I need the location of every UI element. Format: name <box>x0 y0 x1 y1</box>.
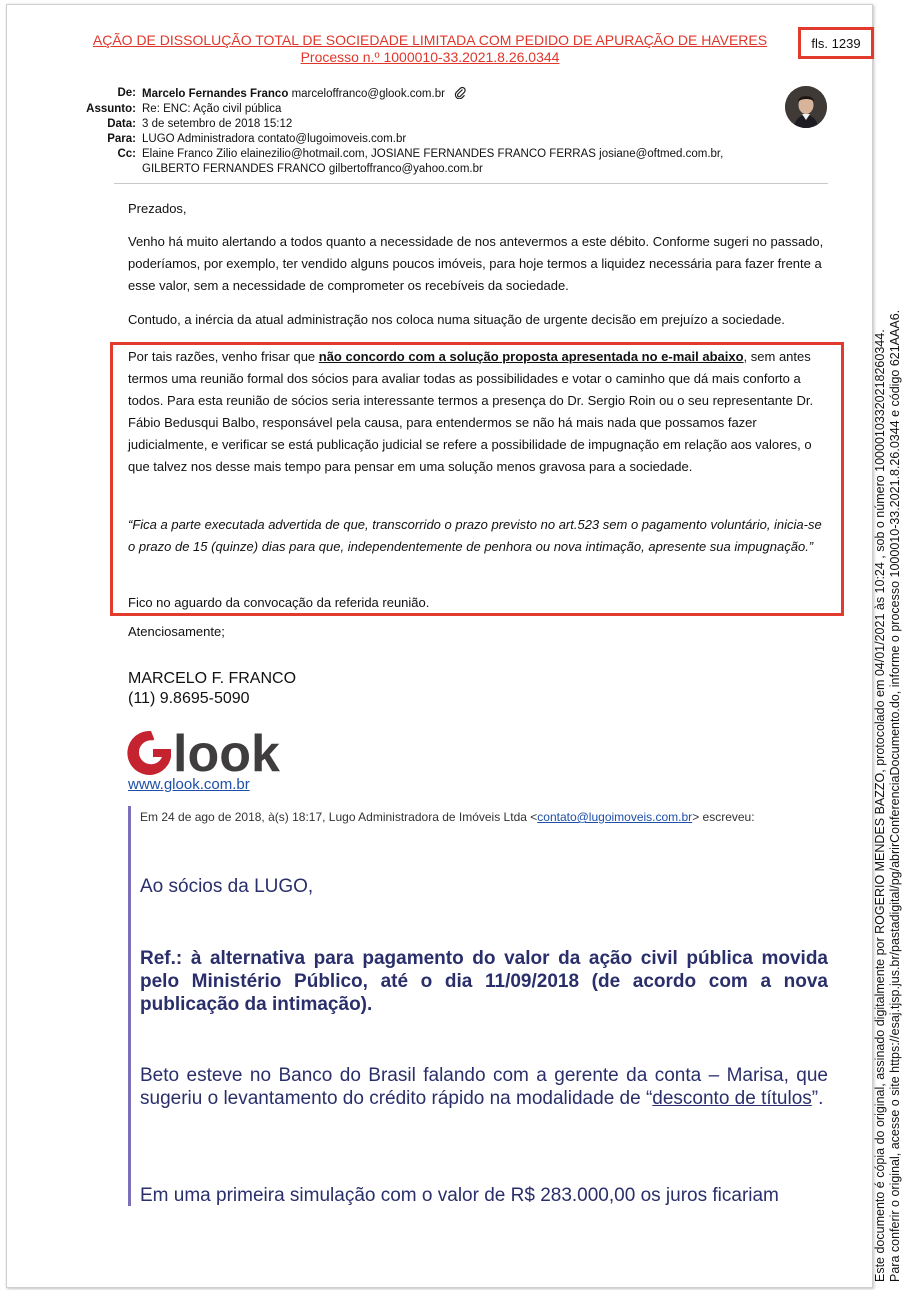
to-name: LUGO Administradora <box>142 133 255 145</box>
to-email: contato@lugoimoveis.com.br <box>257 133 407 145</box>
cc-1-email: elainezilio@hotmail.com, <box>240 148 368 160</box>
stamp-line-2: Para conferir o original, acesse o site https://esaj.tjsp.jus.br/pastadigital/pg/abrirConferenciaDocumento.do, informe o processo 1000010-33.2021.8.26.0344 e código 621AAA6. <box>888 309 902 1282</box>
cc-2-email: josiane@oftmed.com.br, <box>599 148 724 160</box>
to-row <box>74 132 782 147</box>
page-number-box: fls. 1239 <box>798 27 874 59</box>
from-name: Marcelo Fernandes Franco <box>142 88 289 100</box>
quoted-paragraph-2: Em uma primeira simulação com o valor de R$ 283.000,00 os juros ficariam <box>140 1185 779 1206</box>
quoted-paragraph-1 <box>140 1064 828 1110</box>
quoted-intro-email-link[interactable]: contato@lugoimoveis.com.br <box>537 810 693 824</box>
quoted-p1-link[interactable]: desconto de títulos <box>652 1088 812 1109</box>
quoted-p1-end: ”. <box>811 1088 824 1109</box>
paragraph-2: Contudo, a inércia da atual administração nos coloca numa situação de urgente decisão em prejuízo a sociedade. <box>128 312 785 327</box>
from-email: marceloffranco@glook.com.br <box>291 88 445 100</box>
stamp-line-1: Este documento é cópia do original, assinado digitalmente por ROGERIO MENDES BAZZO, protocolado em 04/01/2021 às 10:24 , sob o número 10000103320218260344. <box>873 329 887 1282</box>
subject-value: Re: ENC: Ação civil pública <box>142 103 282 115</box>
cc-3-email: gilbertoffranco@yahoo.com.br <box>328 163 483 175</box>
date-row <box>74 117 782 132</box>
quoted-p1-text: Beto esteve no Banco do Brasil falando com a gerente da conta – Marisa, que sugeriu o levantamento do crédito rápido na modalidade de “ <box>140 1065 828 1109</box>
attachment-icon <box>454 86 466 99</box>
process-number: Processo n.º 1000010-33.2021.8.26.0344 <box>300 49 560 65</box>
to-label: Para: <box>107 133 136 145</box>
logo-wordmark: look <box>173 727 280 775</box>
paragraph-4: Fico no aguardo da convocação da referida reunião. <box>128 595 430 610</box>
document-header-title <box>60 32 800 66</box>
from-row <box>74 86 782 102</box>
subject-label: Assunto: <box>86 103 136 115</box>
quoted-greeting: Ao sócios da LUGO, <box>140 876 314 897</box>
glook-logo <box>127 727 287 775</box>
legal-quote: “Fica a parte executada advertida de que, transcorrido o prazo previsto no art.523 sem o pagamento voluntário, inicia-se o prazo de 15 (quinze) dias para que, independentemente de penhora ou nova intimação, apresente sua impugnação.” <box>128 517 822 554</box>
from-label: De: <box>117 87 136 99</box>
digital-signature-stamp <box>873 2 903 1282</box>
cc-2-name: JOSIANE FERNANDES FRANCO FERRAS <box>371 148 596 160</box>
date-value: 3 de setembro de 2018 15:12 <box>142 118 293 130</box>
greeting: Prezados, <box>128 201 187 216</box>
subject-row <box>74 102 782 117</box>
quoted-intro-text: Em 24 de ago de 2018, à(s) 18:17, Lugo Administradora de Imóveis Ltda < <box>140 810 538 824</box>
website-link[interactable]: www.glook.com.br <box>128 776 250 793</box>
paragraph-3 <box>128 346 828 478</box>
paragraph-1: Venho há muito alertando a todos quanto a necessidade de nos antevermos a este débito. Conforme sugeri no passado, poderíamos, por exemplo, ter vendido alguns poucos imóveis, para hoje termos a liquidez necessária para fazer frente a esse valor, sem a necessidade de comprometer os recebíveis da sociedade. <box>128 234 824 293</box>
cc-3-name: GILBERTO FERNANDES FRANCO <box>142 163 326 175</box>
glook-logo-icon <box>127 727 287 775</box>
avatar-photo-icon <box>785 86 827 128</box>
header-divider <box>114 183 828 184</box>
sender-avatar <box>785 86 827 128</box>
signature-phone: (11) 9.8695-5090 <box>128 690 250 707</box>
action-title: AÇÃO DE DISSOLUÇÃO TOTAL DE SOCIEDADE LIMITADA COM PEDIDO DE APURAÇÃO DE HAVERES <box>92 32 768 48</box>
paragraph-3-emphasis: não concordo com a solução proposta apresentada no e-mail abaixo <box>318 349 744 364</box>
quoted-message-bar <box>128 806 131 1206</box>
paragraph-3-start: Por tais razões, venho frisar que <box>128 349 319 364</box>
quoted-reference: Ref.: à alternativa para pagamento do valor da ação civil pública movida pelo Ministério Público, até o dia 11/09/2018 (de acordo com a nova publicação da intimação). <box>140 948 828 1015</box>
closing: Atenciosamente; <box>128 624 225 639</box>
cc-row <box>74 147 782 177</box>
cc-label: Cc: <box>117 148 136 160</box>
signature-name: MARCELO F. FRANCO <box>128 670 297 687</box>
quoted-intro <box>140 810 828 825</box>
paragraph-3-rest: , sem antes termos uma reunião formal dos sócios para avaliar todas as possibilidades e votar o caminho que dá mais conforto a todos. Para esta reunião de sócios seria interessante termos a presença do Dr. Sergio Roin ou o seu representante Dr. Fábio Bedusqui Balbo, responsável pela causa, para entendermos se não há mais nada que possamos fazer judicialmente, e verificar se está publicação judicial se refere a possibilidade de impugnação em relação aos valores, o que talvez nos desse mais tempo para pensar em uma solução menos gravosa para a sociedade. <box>128 349 814 474</box>
cc-1-name: Elaine Franco Zilio <box>142 148 238 160</box>
quoted-intro-end: > escreveu: <box>692 810 755 824</box>
email-header <box>74 86 782 177</box>
date-label: Data: <box>107 118 136 130</box>
